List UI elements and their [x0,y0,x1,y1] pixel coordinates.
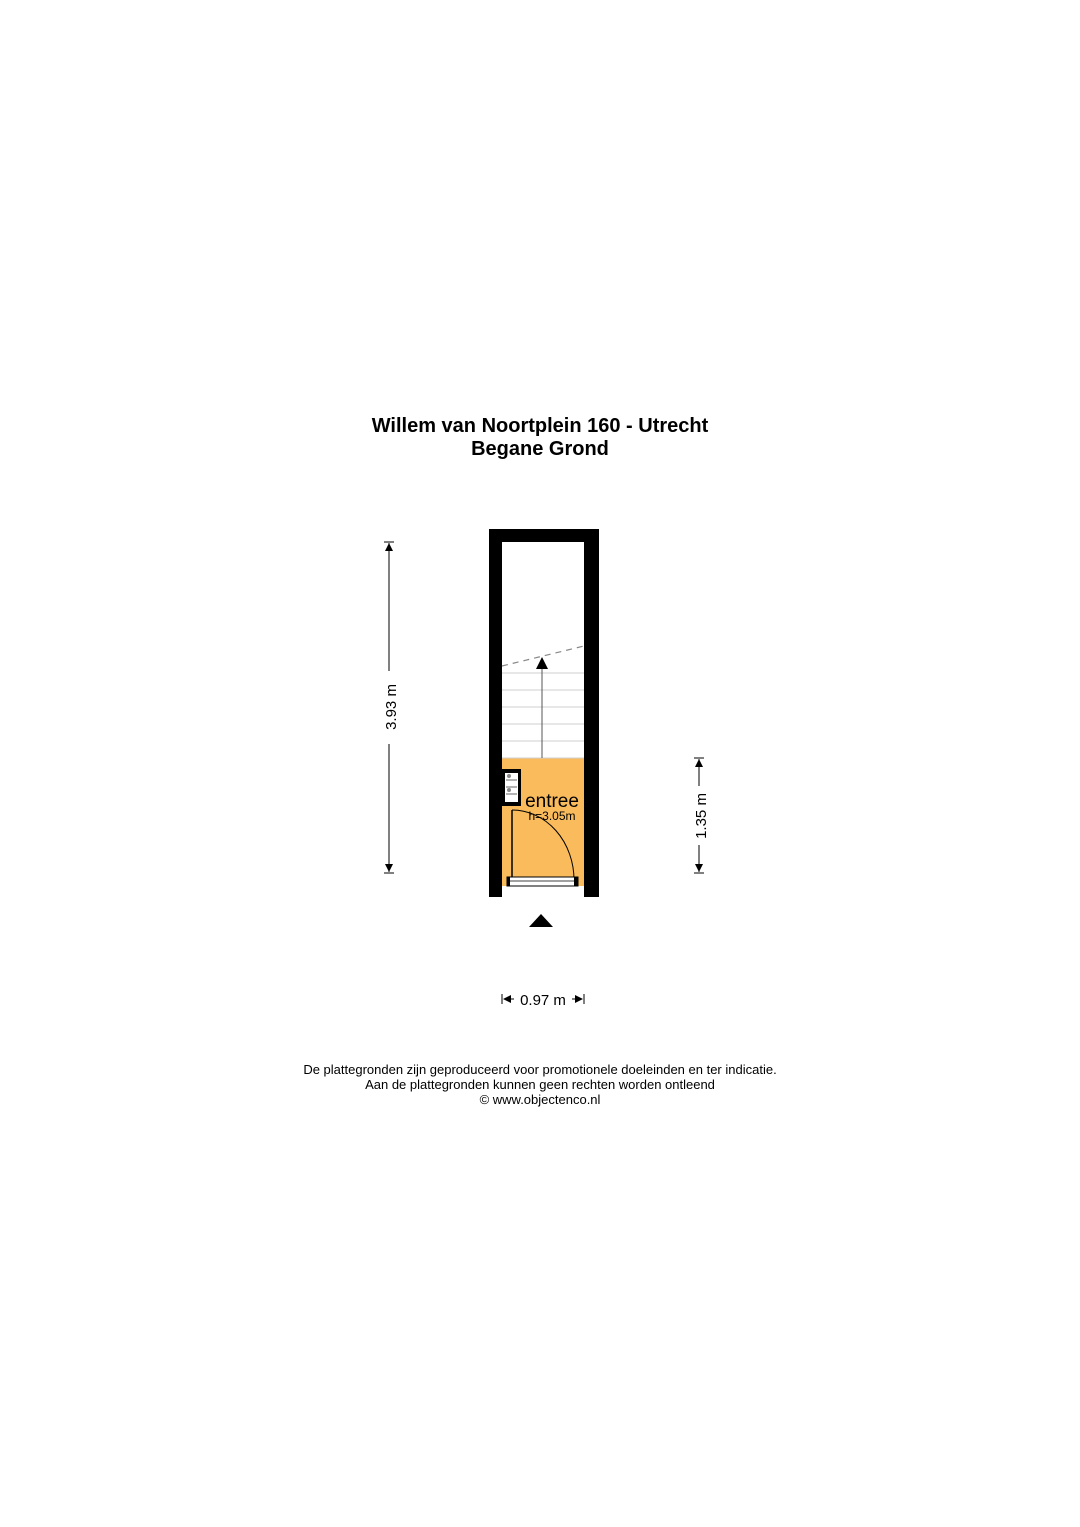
room-height-label: h=3.05m [528,809,576,823]
entrance-arrow-icon [529,914,553,927]
plan-title: Willem van Noortplein 160 - Utrecht [371,415,709,437]
meter-cupboard [502,769,521,806]
dimension-width [502,992,584,1009]
disclaimer-line-1: De plattegronden zijn geproduceerd voor promotionele doeleinden en ter indicatie. [303,1062,777,1077]
floor-name: Begane Grond [471,438,609,460]
copyright-line: © www.objectenco.nl [479,1092,601,1107]
room-name-label: entree [525,791,579,812]
stair-arrow-icon [536,657,548,669]
disclaimer-line-2: Aan de plattegronden kunnen geen rechten worden ontleend [365,1077,715,1092]
dimension-total-length [383,542,400,873]
staircase [502,673,584,758]
dimension-entree-length-label: 1.35 m [693,793,710,839]
dimension-entree-length [693,758,710,873]
dimension-width-label: 0.97 m [520,992,566,1009]
dimension-total-length-label: 3.93 m [383,684,400,730]
